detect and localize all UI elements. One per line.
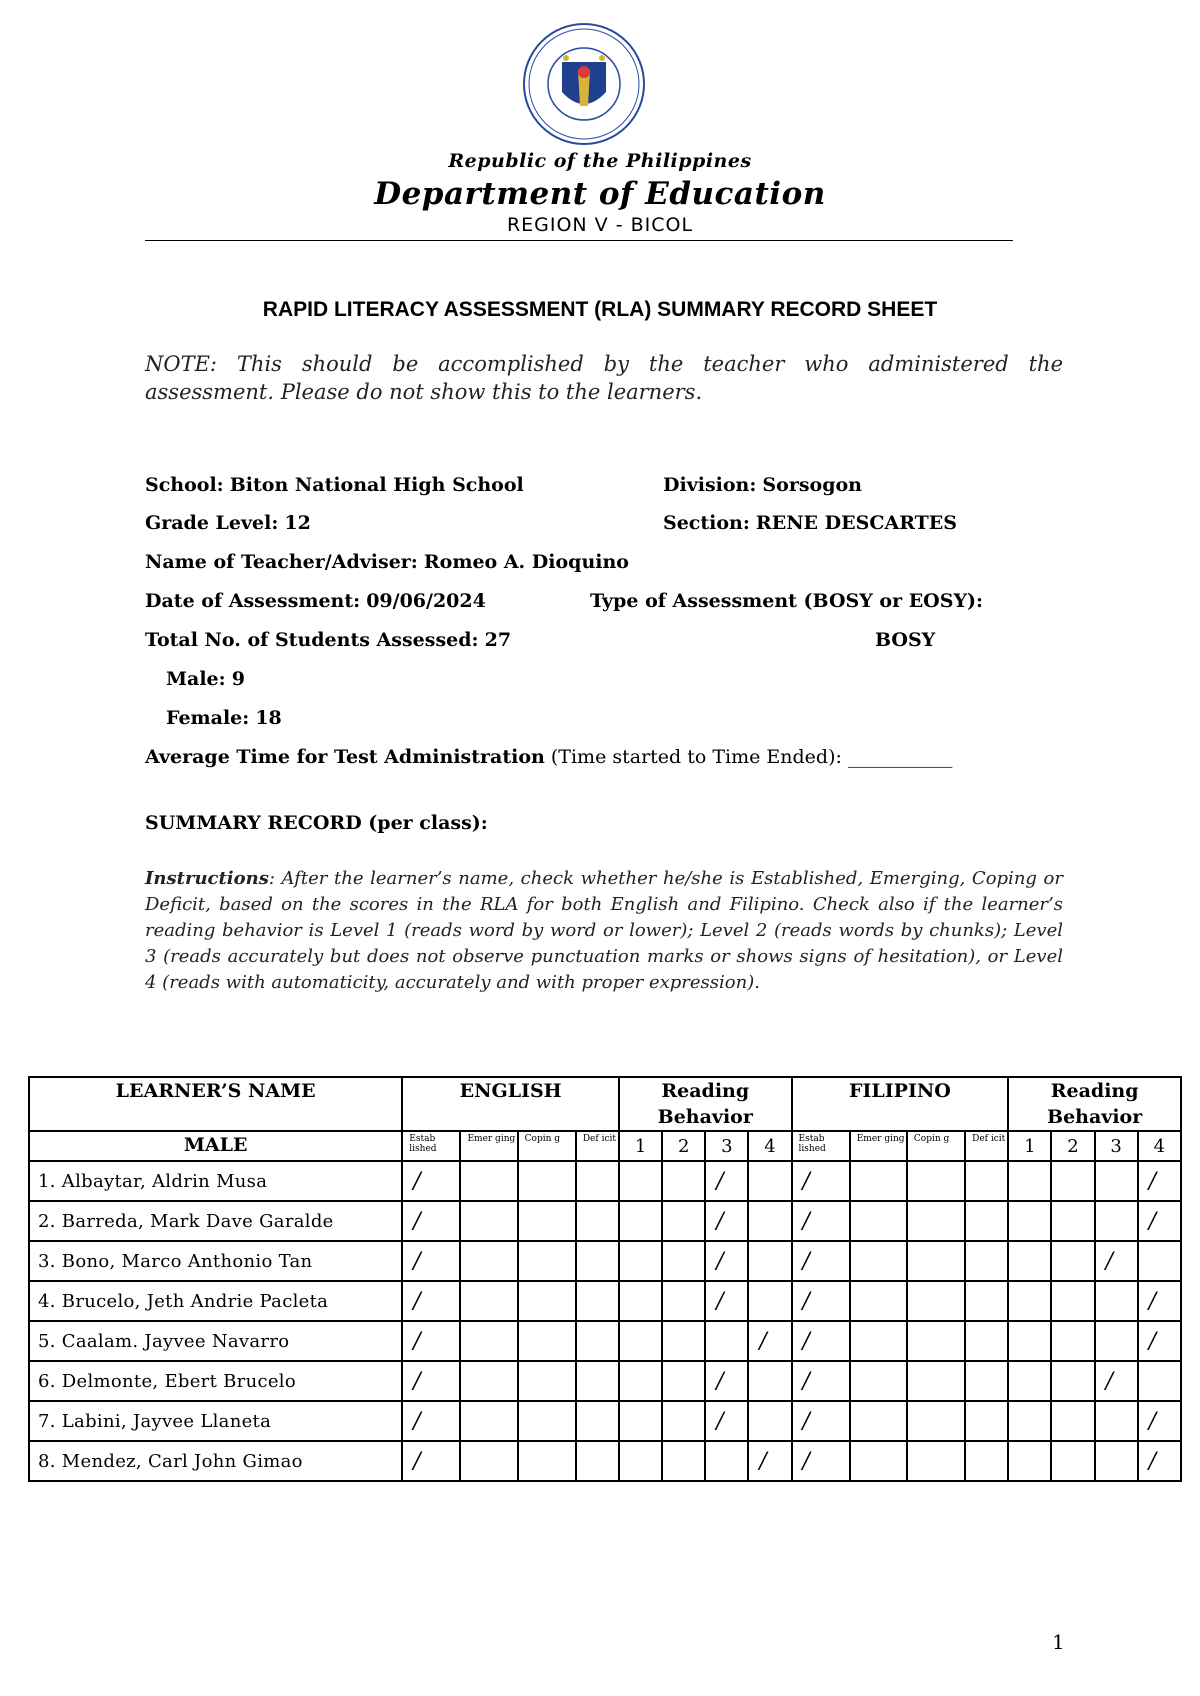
avg-time-label: Average Time for Test Administration <box>145 746 545 768</box>
eng-level-3-cell: / <box>705 1281 748 1321</box>
fil-level-2-cell <box>1051 1321 1094 1361</box>
table-subheader-row <box>29 1131 1181 1161</box>
female-field <box>166 707 282 729</box>
fil-level-2-cell <box>1051 1401 1094 1441</box>
fil-established-header: Estab lished <box>792 1131 850 1161</box>
eng-established-cell: / <box>402 1361 460 1401</box>
eng-level-4-cell <box>748 1241 791 1281</box>
fil-level-1-cell <box>1008 1201 1051 1241</box>
eng-emerging-header: Emer ging <box>460 1131 517 1161</box>
fil-coping-cell <box>907 1321 965 1361</box>
fil-level-2-cell <box>1051 1161 1094 1201</box>
eng-deficit-cell <box>576 1161 619 1201</box>
eng-level-4-cell <box>748 1281 791 1321</box>
fil-coping-cell <box>907 1201 965 1241</box>
eng-established-cell: / <box>402 1441 460 1481</box>
fil-established-cell: / <box>792 1401 850 1441</box>
filipino-reading-behavior-header: Reading Behavior <box>1008 1077 1181 1131</box>
learner-row <box>29 1401 1181 1441</box>
summary-heading <box>145 812 488 834</box>
fil-level-2-cell <box>1051 1281 1094 1321</box>
eng-level-3-cell: / <box>705 1201 748 1241</box>
eng-level-4-header: 4 <box>748 1131 791 1161</box>
fil-level-3-cell <box>1095 1321 1138 1361</box>
eng-established-cell: / <box>402 1201 460 1241</box>
eng-deficit-header: Def icit <box>576 1131 619 1161</box>
summary-heading-text: SUMMARY RECORD (per class): <box>145 812 488 834</box>
fil-level-4-header: 4 <box>1138 1131 1181 1161</box>
learner-name: 4. Brucelo, Jeth Andrie Pacleta <box>29 1281 402 1321</box>
eng-level-2-cell <box>662 1361 705 1401</box>
eng-emerging-cell <box>460 1321 517 1361</box>
total-value: 27 <box>484 629 512 651</box>
eng-level-1-cell <box>619 1361 662 1401</box>
eng-coping-cell <box>518 1201 576 1241</box>
learner-name: 3. Bono, Marco Anthonio Tan <box>29 1241 402 1281</box>
eng-deficit-cell <box>576 1401 619 1441</box>
fil-level-4-cell <box>1138 1361 1181 1401</box>
fil-established-cell: / <box>792 1361 850 1401</box>
eng-emerging-cell <box>460 1281 517 1321</box>
instructions-paragraph <box>145 866 1063 996</box>
eng-level-3-cell: / <box>705 1161 748 1201</box>
fil-level-2-cell <box>1051 1201 1094 1241</box>
fil-coping-cell <box>907 1161 965 1201</box>
eng-level-1-cell <box>619 1441 662 1481</box>
eng-level-4-cell <box>748 1401 791 1441</box>
english-header: ENGLISH <box>402 1077 619 1131</box>
fil-deficit-cell <box>965 1241 1008 1281</box>
table-header-row <box>29 1077 1181 1131</box>
school-field <box>145 474 524 496</box>
eng-established-cell: / <box>402 1401 460 1441</box>
fil-deficit-cell <box>965 1361 1008 1401</box>
fil-deficit-cell <box>965 1281 1008 1321</box>
school-value: Biton National High School <box>229 474 524 496</box>
grade-value: 12 <box>284 512 311 534</box>
teacher-field <box>145 551 629 573</box>
total-field <box>145 629 511 651</box>
fil-level-3-cell <box>1095 1401 1138 1441</box>
division-value: Sorsogon <box>762 474 862 496</box>
eng-level-2-header: 2 <box>662 1131 705 1161</box>
fil-emerging-cell <box>850 1281 907 1321</box>
fil-level-1-cell <box>1008 1401 1051 1441</box>
section-value: RENE DESCARTES <box>755 512 957 534</box>
instructions-label: Instructions <box>145 868 269 889</box>
teacher-label: Name of Teacher/Adviser: <box>145 551 418 573</box>
section-label: Section: <box>663 512 750 534</box>
fil-emerging-cell <box>850 1401 907 1441</box>
grade-field <box>145 512 311 534</box>
type-value <box>875 629 935 651</box>
note-paragraph: NOTE: This should be accomplished by the teacher who administered the assessment. Please do not show this to the learners. <box>145 352 1063 404</box>
eng-emerging-cell <box>460 1441 517 1481</box>
eng-coping-cell <box>518 1401 576 1441</box>
learner-row <box>29 1201 1181 1241</box>
fil-emerging-cell <box>850 1441 907 1481</box>
learner-row <box>29 1441 1181 1481</box>
fil-coping-cell <box>907 1361 965 1401</box>
fil-deficit-header: Def icit <box>965 1131 1008 1161</box>
learner-name: 6. Delmonte, Ebert Brucelo <box>29 1361 402 1401</box>
date-field <box>145 590 486 612</box>
learner-row <box>29 1161 1181 1201</box>
fil-deficit-cell <box>965 1321 1008 1361</box>
deped-seal-logo <box>522 22 646 146</box>
fil-coping-cell <box>907 1401 965 1441</box>
republic-heading: Republic of the Philippines <box>448 150 752 172</box>
learner-name: 5. Caalam. Jayvee Navarro <box>29 1321 402 1361</box>
fil-level-4-cell: / <box>1138 1201 1181 1241</box>
eng-deficit-cell <box>576 1281 619 1321</box>
fil-deficit-cell <box>965 1441 1008 1481</box>
fil-level-4-cell: / <box>1138 1441 1181 1481</box>
eng-established-cell: / <box>402 1241 460 1281</box>
male-value: 9 <box>231 668 245 690</box>
fil-level-1-cell <box>1008 1161 1051 1201</box>
region-heading: REGION V - BICOL <box>506 214 694 236</box>
avg-time-field <box>145 746 952 768</box>
eng-level-4-cell <box>748 1161 791 1201</box>
type-label: Type of Assessment (BOSY or EOSY): <box>590 590 984 612</box>
male-field <box>166 668 245 690</box>
fil-coping-cell <box>907 1281 965 1321</box>
division-field <box>663 474 862 496</box>
fil-emerging-cell <box>850 1161 907 1201</box>
date-value: 09/06/2024 <box>366 590 486 612</box>
grade-label: Grade Level: <box>145 512 279 534</box>
eng-level-4-cell: / <box>748 1441 791 1481</box>
eng-level-2-cell <box>662 1401 705 1441</box>
eng-level-1-cell <box>619 1161 662 1201</box>
department-heading: Department of Education <box>374 176 826 212</box>
eng-emerging-cell <box>460 1401 517 1441</box>
page-number: 1 <box>1052 1630 1065 1654</box>
eng-level-3-cell <box>705 1321 748 1361</box>
fil-level-2-cell <box>1051 1241 1094 1281</box>
fil-emerging-cell <box>850 1361 907 1401</box>
section-field <box>663 512 957 534</box>
eng-coping-cell <box>518 1441 576 1481</box>
fil-level-4-cell: / <box>1138 1321 1181 1361</box>
eng-level-2-cell <box>662 1441 705 1481</box>
eng-level-3-cell: / <box>705 1401 748 1441</box>
eng-emerging-cell <box>460 1241 517 1281</box>
learner-row <box>29 1321 1181 1361</box>
female-value: 18 <box>255 707 282 729</box>
fil-coping-cell <box>907 1241 965 1281</box>
fil-deficit-cell <box>965 1161 1008 1201</box>
fil-level-4-cell: / <box>1138 1161 1181 1201</box>
eng-level-4-cell: / <box>748 1321 791 1361</box>
fil-established-cell: / <box>792 1441 850 1481</box>
fil-level-1-cell <box>1008 1321 1051 1361</box>
fil-level-3-cell <box>1095 1441 1138 1481</box>
eng-deficit-cell <box>576 1241 619 1281</box>
eng-level-3-cell <box>705 1441 748 1481</box>
fil-established-cell: / <box>792 1201 850 1241</box>
eng-level-2-cell <box>662 1321 705 1361</box>
fil-level-1-cell <box>1008 1241 1051 1281</box>
eng-level-1-cell <box>619 1401 662 1441</box>
eng-level-1-cell <box>619 1281 662 1321</box>
eng-level-2-cell <box>662 1281 705 1321</box>
eng-deficit-cell <box>576 1361 619 1401</box>
fil-level-1-cell <box>1008 1281 1051 1321</box>
fil-level-1-cell <box>1008 1441 1051 1481</box>
eng-established-cell: / <box>402 1161 460 1201</box>
eng-established-header: Estab lished <box>402 1131 460 1161</box>
fil-established-cell: / <box>792 1161 850 1201</box>
eng-deficit-cell <box>576 1441 619 1481</box>
eng-level-3-cell: / <box>705 1361 748 1401</box>
instructions-text: : After the learner’s name, check whether he/she is Established, Emerging, Coping or Deficit, based on the scores in the RLA for both English and Filipino. Check also if the learner’s reading behavior is Level 1 (reads word by word or lower); Level 2 (reads words by chunks); Level 3 (reads accurately but does not observe punctuation marks or shows signs of hesitation), or Level 4 (reads with automaticity, accurately and with proper expression). <box>145 868 1063 993</box>
learner-name: 2. Barreda, Mark Dave Garalde <box>29 1201 402 1241</box>
learner-row <box>29 1241 1181 1281</box>
total-label: Total No. of Students Assessed: <box>145 629 479 651</box>
eng-emerging-cell <box>460 1361 517 1401</box>
eng-level-3-header: 3 <box>705 1131 748 1161</box>
eng-level-3-cell: / <box>705 1241 748 1281</box>
eng-coping-cell <box>518 1161 576 1201</box>
fil-deficit-cell <box>965 1401 1008 1441</box>
male-header: MALE <box>29 1131 402 1161</box>
learner-name: 1. Albaytar, Aldrin Musa <box>29 1161 402 1201</box>
eng-deficit-cell <box>576 1321 619 1361</box>
fil-emerging-cell <box>850 1201 907 1241</box>
eng-coping-cell <box>518 1361 576 1401</box>
learner-row <box>29 1281 1181 1321</box>
learner-rows <box>29 1161 1181 1481</box>
avg-time-suffix: (Time started to Time Ended): ___________ <box>550 746 953 768</box>
eng-level-4-cell <box>748 1361 791 1401</box>
learner-row <box>29 1361 1181 1401</box>
fil-level-1-cell <box>1008 1361 1051 1401</box>
fil-emerging-header: Emer ging <box>850 1131 907 1161</box>
fil-level-4-cell: / <box>1138 1281 1181 1321</box>
learner-name: 7. Labini, Jayvee Llaneta <box>29 1401 402 1441</box>
fil-emerging-cell <box>850 1241 907 1281</box>
date-label: Date of Assessment: <box>145 590 361 612</box>
fil-deficit-cell <box>965 1201 1008 1241</box>
fil-established-cell: / <box>792 1281 850 1321</box>
eng-level-1-cell <box>619 1241 662 1281</box>
fil-established-cell: / <box>792 1241 850 1281</box>
eng-level-1-cell <box>619 1321 662 1361</box>
female-label: Female: <box>166 707 250 729</box>
document-title: RAPID LITERACY ASSESSMENT (RLA) SUMMARY RECORD SHEET <box>262 298 938 321</box>
eng-level-1-cell <box>619 1201 662 1241</box>
learner-name: 8. Mendez, Carl John Gimao <box>29 1441 402 1481</box>
fil-emerging-cell <box>850 1321 907 1361</box>
fil-level-4-cell <box>1138 1241 1181 1281</box>
eng-level-2-cell <box>662 1161 705 1201</box>
fil-level-2-cell <box>1051 1441 1094 1481</box>
header-divider <box>145 240 1013 241</box>
eng-established-cell: / <box>402 1281 460 1321</box>
type-value-text: BOSY <box>875 629 936 651</box>
type-field <box>590 590 983 612</box>
eng-coping-cell <box>518 1241 576 1281</box>
rla-summary-table <box>28 1076 1182 1482</box>
eng-coping-cell <box>518 1281 576 1321</box>
fil-level-3-cell: / <box>1095 1361 1138 1401</box>
eng-emerging-cell <box>460 1201 517 1241</box>
fil-level-3-cell <box>1095 1201 1138 1241</box>
fil-level-3-cell <box>1095 1161 1138 1201</box>
school-label: School: <box>145 474 224 496</box>
fil-level-3-cell: / <box>1095 1241 1138 1281</box>
fil-level-2-cell <box>1051 1361 1094 1401</box>
eng-level-2-cell <box>662 1241 705 1281</box>
fil-coping-cell <box>907 1441 965 1481</box>
eng-deficit-cell <box>576 1201 619 1241</box>
division-label: Division: <box>663 474 757 496</box>
eng-established-cell: / <box>402 1321 460 1361</box>
eng-level-2-cell <box>662 1201 705 1241</box>
eng-level-4-cell <box>748 1201 791 1241</box>
eng-level-1-header: 1 <box>619 1131 662 1161</box>
eng-coping-header: Copin g <box>518 1131 576 1161</box>
eng-emerging-cell <box>460 1161 517 1201</box>
fil-coping-header: Copin g <box>907 1131 965 1161</box>
teacher-value: Romeo A. Dioquino <box>423 551 629 573</box>
fil-established-cell: / <box>792 1321 850 1361</box>
fil-level-3-header: 3 <box>1095 1131 1138 1161</box>
fil-level-4-cell: / <box>1138 1401 1181 1441</box>
fil-level-2-header: 2 <box>1051 1131 1094 1161</box>
fil-level-1-header: 1 <box>1008 1131 1051 1161</box>
male-label: Male: <box>166 668 226 690</box>
learner-name-header: LEARNER’S NAME <box>29 1077 402 1131</box>
fil-level-3-cell <box>1095 1281 1138 1321</box>
eng-coping-cell <box>518 1321 576 1361</box>
filipino-header: FILIPINO <box>792 1077 1009 1131</box>
english-reading-behavior-header: Reading Behavior <box>619 1077 792 1131</box>
